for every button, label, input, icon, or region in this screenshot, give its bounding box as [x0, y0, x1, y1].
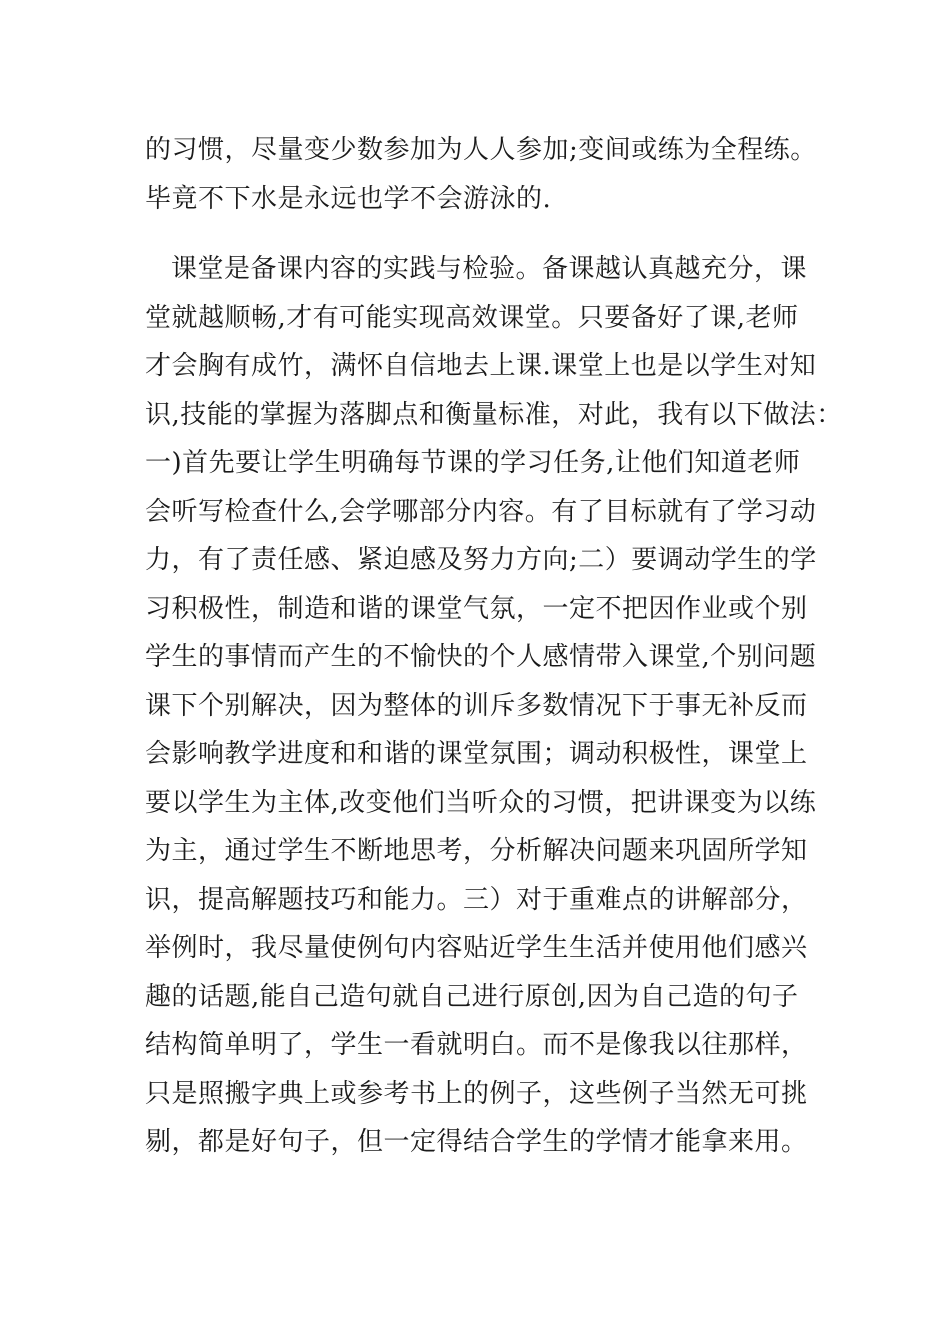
paragraph-line: 剔，都是好句子，但一定得结合学生的学情才能拿来用。	[145, 1127, 808, 1157]
paragraph-line: 才会胸有成竹，满怀自信地去上课.课堂上也是以学生对知	[145, 351, 817, 381]
paragraph-line: 堂就越顺畅,才有可能实现高效课堂。只要备好了课,老师	[145, 302, 799, 333]
paragraph-line: 只是照搬字典上或参考书上的例子，这些例子当然无可挑	[145, 1078, 808, 1109]
paragraph-line: 会影响教学进度和和谐的课堂氛围；调动积极性，课堂上	[145, 739, 808, 769]
paragraph-line: 识，提高解题技巧和能力。三）对于重难点的讲解部分，	[145, 884, 808, 915]
paragraph-line: 一)首先要让学生明确每节课的学习任务,让他们知道老师	[145, 448, 801, 478]
paragraph-line: 力，有了责任感、紧迫感及努力方向;二）要调动学生的学	[145, 545, 817, 575]
paragraph-line: 的习惯，尽量变少数参加为人人参加;变间或练为全程练。	[145, 135, 817, 165]
paragraph-line: 会听写检查什么,会学哪部分内容。有了目标就有了学习动	[145, 496, 817, 527]
paragraph-line: 结构简单明了，学生一看就明白。而不是像我以往那样，	[145, 1030, 808, 1060]
paragraph-line: 习积极性，制造和谐的课堂气氛，一定不把因作业或个别	[145, 593, 808, 624]
paragraph-line: 毕竟不下水是永远也学不会游泳的.	[145, 183, 552, 214]
paragraph-line: 为主，通过学生不断地思考，分析解决问题来巩固所学知	[145, 836, 808, 866]
paragraph-line: 课堂是备课内容的实践与检验。备课越认真越充分，课	[171, 254, 808, 284]
paragraph-line: 要以学生为主体,改变他们当听众的习惯，把讲课变为以练	[145, 787, 817, 818]
paragraph-line: 课下个别解决，因为整体的训斥多数情况下于事无补反而	[145, 690, 808, 721]
paragraph-line: 识,技能的掌握为落脚点和衡量标准，对此，我有以下做法：	[145, 399, 843, 430]
paragraph-1	[145, 126, 815, 223]
paragraph-line: 学生的事情而产生的不愉快的个人感情带入课堂,个别问题	[145, 642, 817, 672]
paragraph-line: 趣的话题,能自己造句就自己进行原创,因为自己造的句子	[145, 981, 799, 1012]
paragraph-line: 举例时，我尽量使例句内容贴近学生生活并使用他们感兴	[145, 933, 808, 963]
paragraph-2	[145, 245, 843, 1167]
